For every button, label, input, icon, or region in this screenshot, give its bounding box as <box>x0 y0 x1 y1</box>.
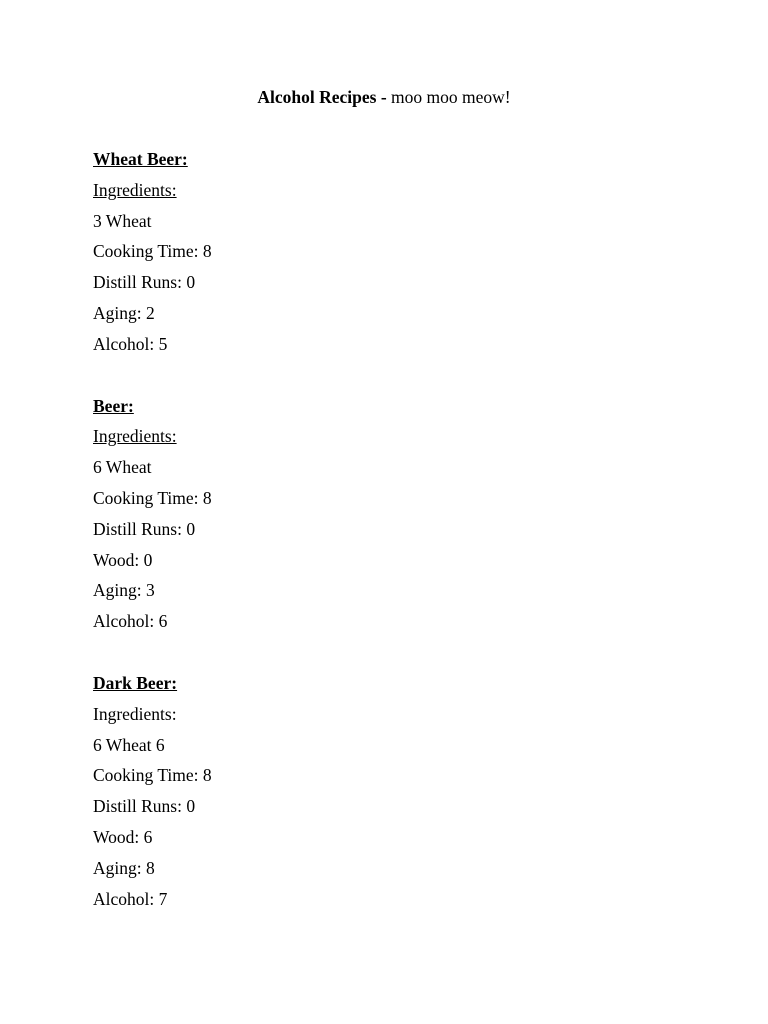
recipe-heading: Wheat Beer: <box>93 149 188 169</box>
recipe-line: Wood: 0 <box>93 549 153 570</box>
recipe-line: Distill Runs: 0 <box>93 518 196 539</box>
document-title <box>0 86 768 108</box>
recipe-line: Alcohol: 5 <box>93 333 168 354</box>
recipe-list <box>93 148 693 918</box>
recipe-line: 3 Wheat <box>93 210 152 231</box>
recipe-beer <box>93 395 693 633</box>
section-gap <box>93 364 693 395</box>
title-bold-part: Alcohol Recipes - <box>257 87 387 107</box>
recipe-line: Cooking Time: 8 <box>93 765 212 786</box>
recipe-line: Aging: 2 <box>93 302 155 323</box>
recipe-line: Aging: 3 <box>93 580 155 601</box>
ingredients-label: Ingredients: <box>93 703 177 724</box>
recipe-line: Cooking Time: 8 <box>93 241 212 262</box>
recipe-line: Alcohol: 7 <box>93 888 168 909</box>
title-subtitle-part: moo moo meow! <box>386 87 511 107</box>
recipe-heading: Beer: <box>93 395 134 416</box>
ingredients-label: Ingredients: <box>93 426 177 447</box>
recipe-line: 6 Wheat <box>93 457 152 478</box>
recipe-line: Aging: 8 <box>93 857 155 878</box>
recipe-line: Alcohol: 6 <box>93 611 168 632</box>
recipe-line: Wood: 6 <box>93 826 153 847</box>
recipe-line: 6 Wheat 6 <box>93 734 165 755</box>
recipe-line: Distill Runs: 0 <box>93 272 196 293</box>
recipe-wheat-beer <box>93 148 693 355</box>
recipe-dark-beer <box>93 672 693 910</box>
recipe-line: Distill Runs: 0 <box>93 796 196 817</box>
recipe-heading: Dark Beer: <box>93 672 178 693</box>
recipe-line: Cooking Time: 8 <box>93 487 212 508</box>
section-gap <box>93 641 693 672</box>
ingredients-label: Ingredients: <box>93 179 177 200</box>
